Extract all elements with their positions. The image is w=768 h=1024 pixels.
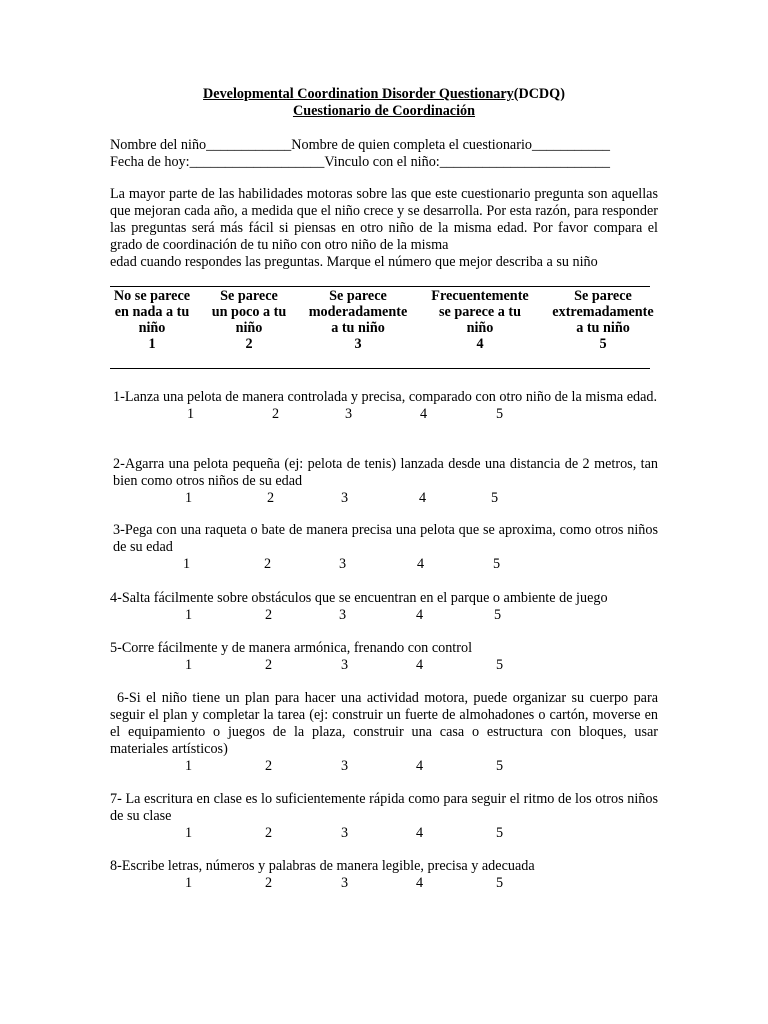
scale-column-2 bbox=[204, 288, 294, 352]
scale-1-line2: en nada a tu bbox=[114, 304, 190, 320]
option-1[interactable]: 1 bbox=[185, 825, 193, 841]
scale-3-line2: moderadamente bbox=[308, 304, 408, 320]
option-4[interactable]: 4 bbox=[420, 406, 428, 422]
option-3[interactable]: 3 bbox=[345, 406, 353, 422]
scale-4-number: 4 bbox=[476, 336, 484, 352]
question-item-1 bbox=[113, 389, 658, 423]
question-text-6: 6-Si el niño tiene un plan para hacer una actividad motora, puede organizar su cuerpo para seguir el plan y completar la tarea (ej: construir un fuerte de almohadones o cartón, moverse en el equipamiento o juegos de la plaza, construir una casa o estructura con bloques, usar materiales artísticos) bbox=[110, 690, 658, 757]
question-item-2 bbox=[113, 456, 658, 507]
option-5[interactable]: 5 bbox=[496, 875, 504, 891]
scale-top-rule bbox=[110, 286, 650, 287]
answer-options-1 bbox=[113, 406, 658, 423]
question-text-7: 7- La escritura en clase es lo suficientemente rápida como para seguir el ritmo de los otros niños de su clase bbox=[110, 791, 658, 824]
scale-bottom-rule bbox=[110, 368, 650, 369]
question-item-5 bbox=[110, 640, 658, 674]
scale-1-line3: niño bbox=[138, 320, 166, 336]
option-4[interactable]: 4 bbox=[416, 875, 424, 891]
option-5[interactable]: 5 bbox=[491, 490, 499, 506]
option-1[interactable]: 1 bbox=[185, 758, 193, 774]
scale-5-number: 5 bbox=[599, 336, 607, 352]
option-5[interactable]: 5 bbox=[496, 825, 504, 841]
option-2[interactable]: 2 bbox=[264, 556, 272, 572]
option-5[interactable]: 5 bbox=[496, 758, 504, 774]
document-subtitle: Cuestionario de Coordinación bbox=[292, 103, 476, 119]
scale-4-line2: se parece a tu bbox=[438, 304, 522, 320]
option-3[interactable]: 3 bbox=[341, 825, 349, 841]
question-text-1: 1-Lanza una pelota de manera controlada y precisa, comparado con otro niño de la misma edad. bbox=[113, 389, 658, 405]
question-text-2: 2-Agarra una pelota pequeña (ej: pelota de tenis) lanzada desde una distancia de 2 metros, tan bien como otros niños de su edad bbox=[113, 456, 658, 489]
scale-2-line2: un poco a tu bbox=[211, 304, 287, 320]
question-text-3: 3-Pega con una raqueta o bate de manera precisa una pelota que se aproxima, como otros niños de su edad bbox=[113, 522, 658, 555]
document-title bbox=[0, 86, 768, 103]
option-3[interactable]: 3 bbox=[341, 758, 349, 774]
title-abbr: (DCDQ) bbox=[513, 86, 565, 102]
option-2[interactable]: 2 bbox=[265, 875, 273, 891]
answer-options-3 bbox=[113, 556, 658, 573]
option-1[interactable]: 1 bbox=[187, 406, 195, 422]
option-1[interactable]: 1 bbox=[185, 875, 193, 891]
scale-1-line1: No se parece bbox=[113, 288, 191, 304]
field-line-date: Fecha de hoy:___________________Vinculo con el niño:________________________ bbox=[110, 154, 610, 170]
scale-column-1 bbox=[104, 288, 200, 352]
option-4[interactable]: 4 bbox=[416, 657, 424, 673]
question-text-4: 4-Salta fácilmente sobre obstáculos que se encuentran en el parque o ambiente de juego bbox=[110, 590, 608, 606]
answer-options-5 bbox=[110, 657, 658, 674]
option-3[interactable]: 3 bbox=[341, 657, 349, 673]
option-1[interactable]: 1 bbox=[185, 607, 193, 623]
instructions-paragraph bbox=[110, 186, 658, 271]
option-1[interactable]: 1 bbox=[185, 657, 193, 673]
respondent-fields bbox=[110, 137, 610, 171]
option-2[interactable]: 2 bbox=[267, 490, 275, 506]
option-3[interactable]: 3 bbox=[341, 490, 349, 506]
scale-2-line3: niño bbox=[235, 320, 263, 336]
option-5[interactable]: 5 bbox=[496, 657, 504, 673]
question-item-8 bbox=[110, 858, 670, 892]
answer-options-2 bbox=[113, 490, 658, 507]
answer-options-6 bbox=[110, 758, 658, 775]
scale-5-line3: a tu niño bbox=[576, 320, 630, 336]
option-3[interactable]: 3 bbox=[341, 875, 349, 891]
field-line-names: Nombre del niño____________Nombre de quien completa el cuestionario___________ bbox=[110, 137, 611, 153]
question-item-3 bbox=[113, 522, 658, 573]
option-5[interactable]: 5 bbox=[493, 556, 501, 572]
answer-options-4 bbox=[110, 607, 670, 624]
option-3[interactable]: 3 bbox=[339, 556, 347, 572]
instructions-text: La mayor parte de las habilidades motoras sobre las que este cuestionario pregunta son aquellas que mejoran cada año, a medida que el niño crece y se desarrolla. Por esta razón, para responder las preguntas será más fácil si piensas en otro niño de la misma edad. Por favor compara el grado de coordinación de tu niño con otro niño de la misma bbox=[110, 186, 658, 253]
option-1[interactable]: 1 bbox=[185, 490, 193, 506]
option-2[interactable]: 2 bbox=[265, 607, 273, 623]
instructions-last-line: edad cuando respondes las preguntas. Marque el número que mejor describa a su niño bbox=[110, 254, 598, 270]
option-5[interactable]: 5 bbox=[496, 406, 504, 422]
option-2[interactable]: 2 bbox=[272, 406, 280, 422]
option-1[interactable]: 1 bbox=[183, 556, 191, 572]
question-item-7 bbox=[110, 791, 658, 842]
scale-3-number: 3 bbox=[354, 336, 362, 352]
option-2[interactable]: 2 bbox=[265, 657, 273, 673]
option-2[interactable]: 2 bbox=[265, 825, 273, 841]
scale-column-3 bbox=[302, 288, 414, 352]
question-text-5: 5-Corre fácilmente y de manera armónica, frenando con control bbox=[110, 640, 473, 656]
scale-column-5 bbox=[544, 288, 662, 352]
option-2[interactable]: 2 bbox=[265, 758, 273, 774]
scale-5-line2: extremadamente bbox=[552, 304, 654, 320]
question-item-4 bbox=[110, 590, 670, 624]
scale-4-line1: Frecuentemente bbox=[431, 288, 529, 304]
answer-options-8 bbox=[110, 875, 670, 892]
option-3[interactable]: 3 bbox=[339, 607, 347, 623]
scale-column-4 bbox=[422, 288, 538, 352]
title-main: Developmental Coordination Disorder Questionary bbox=[203, 86, 514, 102]
option-4[interactable]: 4 bbox=[416, 825, 424, 841]
title-block bbox=[0, 86, 768, 120]
question-text-8: 8-Escribe letras, números y palabras de manera legible, precisa y adecuada bbox=[110, 858, 535, 874]
answer-options-7 bbox=[110, 825, 658, 842]
scale-3-line3: a tu niño bbox=[331, 320, 385, 336]
scale-2-number: 2 bbox=[245, 336, 253, 352]
scale-5-line1: Se parece bbox=[574, 288, 632, 304]
scale-1-number: 1 bbox=[148, 336, 156, 352]
scale-2-line1: Se parece bbox=[220, 288, 278, 304]
option-4[interactable]: 4 bbox=[416, 758, 424, 774]
option-4[interactable]: 4 bbox=[419, 490, 427, 506]
scale-3-line1: Se parece bbox=[329, 288, 387, 304]
question-item-6 bbox=[110, 690, 658, 775]
option-4[interactable]: 4 bbox=[416, 607, 424, 623]
option-5[interactable]: 5 bbox=[494, 607, 502, 623]
option-4[interactable]: 4 bbox=[417, 556, 425, 572]
scale-4-line3: niño bbox=[466, 320, 494, 336]
